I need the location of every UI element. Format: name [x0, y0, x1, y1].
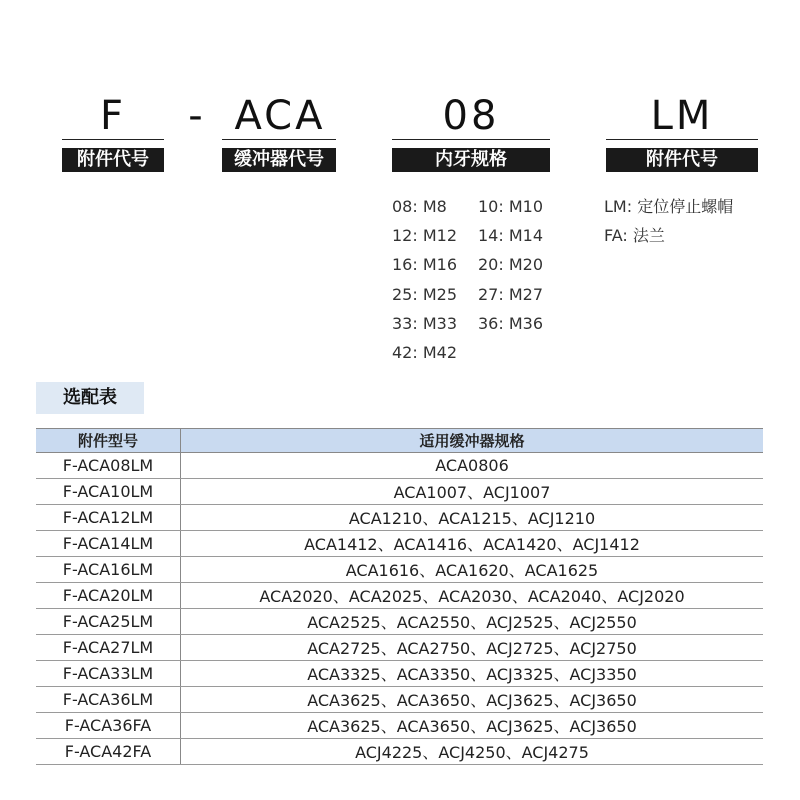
header-accessory-model: 附件型号	[36, 429, 181, 453]
compatible-buffer-cell: ACA1412、ACA1416、ACA1420、ACJ1412	[181, 531, 764, 557]
compatible-buffer-cell: ACJ4225、ACJ4250、ACJ4275	[181, 739, 764, 765]
accessory-model-cell: F-ACA42FA	[36, 739, 181, 765]
accessory-model-cell: F-ACA36FA	[36, 713, 181, 739]
thread-option-row	[392, 338, 543, 367]
thread-option: 27: M27	[478, 284, 543, 304]
table-row	[36, 609, 763, 635]
code-part-prefix: F	[99, 93, 126, 139]
thread-option-row	[392, 309, 543, 338]
thread-option-row	[392, 250, 543, 279]
thread-option-row	[392, 192, 543, 221]
table-row	[36, 505, 763, 531]
underline-thread	[392, 139, 550, 140]
compatible-buffer-cell: ACA3325、ACA3350、ACJ3325、ACJ3350	[181, 661, 764, 687]
compatible-buffer-cell: ACA3625、ACA3650、ACJ3625、ACJ3650	[181, 713, 764, 739]
accessory-model-cell: F-ACA10LM	[36, 479, 181, 505]
accessory-option: FA: 法兰	[604, 226, 665, 245]
table-row	[36, 713, 763, 739]
thread-option-row	[392, 280, 543, 309]
thread-option: 16: M16	[392, 255, 457, 275]
label-thread-spec: 内牙规格	[392, 148, 550, 172]
accessory-option-list	[604, 192, 733, 250]
table-row	[36, 583, 763, 609]
compatible-buffer-cell: ACA1007、ACJ1007	[181, 479, 764, 505]
selection-table	[36, 428, 763, 765]
accessory-model-cell: F-ACA14LM	[36, 531, 181, 557]
underline-prefix	[62, 139, 164, 140]
header-compatible-buffer: 适用缓冲器规格	[181, 429, 764, 453]
thread-option: 33: M33	[392, 313, 457, 333]
table-row	[36, 661, 763, 687]
thread-option: 42: M42	[392, 342, 457, 362]
label-accessory-code: 附件代号	[62, 148, 164, 172]
accessory-model-cell: F-ACA08LM	[36, 453, 181, 479]
thread-option: 10: M10	[478, 197, 543, 216]
compatible-buffer-cell: ACA3625、ACA3650、ACJ3625、ACJ3650	[181, 687, 764, 713]
accessory-model-cell: F-ACA27LM	[36, 635, 181, 661]
thread-option: 12: M12	[392, 226, 457, 246]
accessory-model-cell: F-ACA16LM	[36, 557, 181, 583]
table-row	[36, 479, 763, 505]
accessory-model-cell: F-ACA25LM	[36, 609, 181, 635]
thread-option: 25: M25	[392, 284, 457, 304]
code-part-thread: 08	[442, 93, 500, 139]
table-header-row	[36, 429, 763, 453]
code-part-accessory: LM	[650, 93, 714, 139]
thread-option: 08: M8	[392, 197, 447, 216]
compatible-buffer-cell: ACA2020、ACA2025、ACA2030、ACA2040、ACJ2020	[181, 583, 764, 609]
thread-option: 36: M36	[478, 313, 543, 333]
thread-option-list	[392, 192, 543, 367]
accessory-model-cell: F-ACA20LM	[36, 583, 181, 609]
code-dash: -	[188, 93, 206, 139]
label-accessory-code-2: 附件代号	[606, 148, 758, 172]
thread-option-row	[392, 221, 543, 250]
accessory-model-cell: F-ACA12LM	[36, 505, 181, 531]
table-row	[36, 635, 763, 661]
compatible-buffer-cell: ACA2725、ACA2750、ACJ2725、ACJ2750	[181, 635, 764, 661]
compatible-buffer-cell: ACA2525、ACA2550、ACJ2525、ACJ2550	[181, 609, 764, 635]
selection-table-title: 选配表	[36, 382, 144, 414]
table-row	[36, 687, 763, 713]
table-row	[36, 739, 763, 765]
thread-option: 20: M20	[478, 255, 543, 275]
compatible-buffer-cell: ACA1616、ACA1620、ACA1625	[181, 557, 764, 583]
underline-accessory	[606, 139, 758, 140]
thread-option: 14: M14	[478, 226, 543, 246]
accessory-option: LM: 定位停止螺帽	[604, 197, 734, 216]
compatible-buffer-cell: ACA1210、ACA1215、ACJ1210	[181, 505, 764, 531]
compatible-buffer-cell: ACA0806	[181, 453, 764, 479]
underline-model	[222, 139, 336, 140]
table-row	[36, 531, 763, 557]
table-row	[36, 453, 763, 479]
label-buffer-code: 缓冲器代号	[222, 148, 336, 172]
table-row	[36, 557, 763, 583]
code-part-model: ACA	[234, 93, 326, 139]
accessory-model-cell: F-ACA33LM	[36, 661, 181, 687]
accessory-model-cell: F-ACA36LM	[36, 687, 181, 713]
